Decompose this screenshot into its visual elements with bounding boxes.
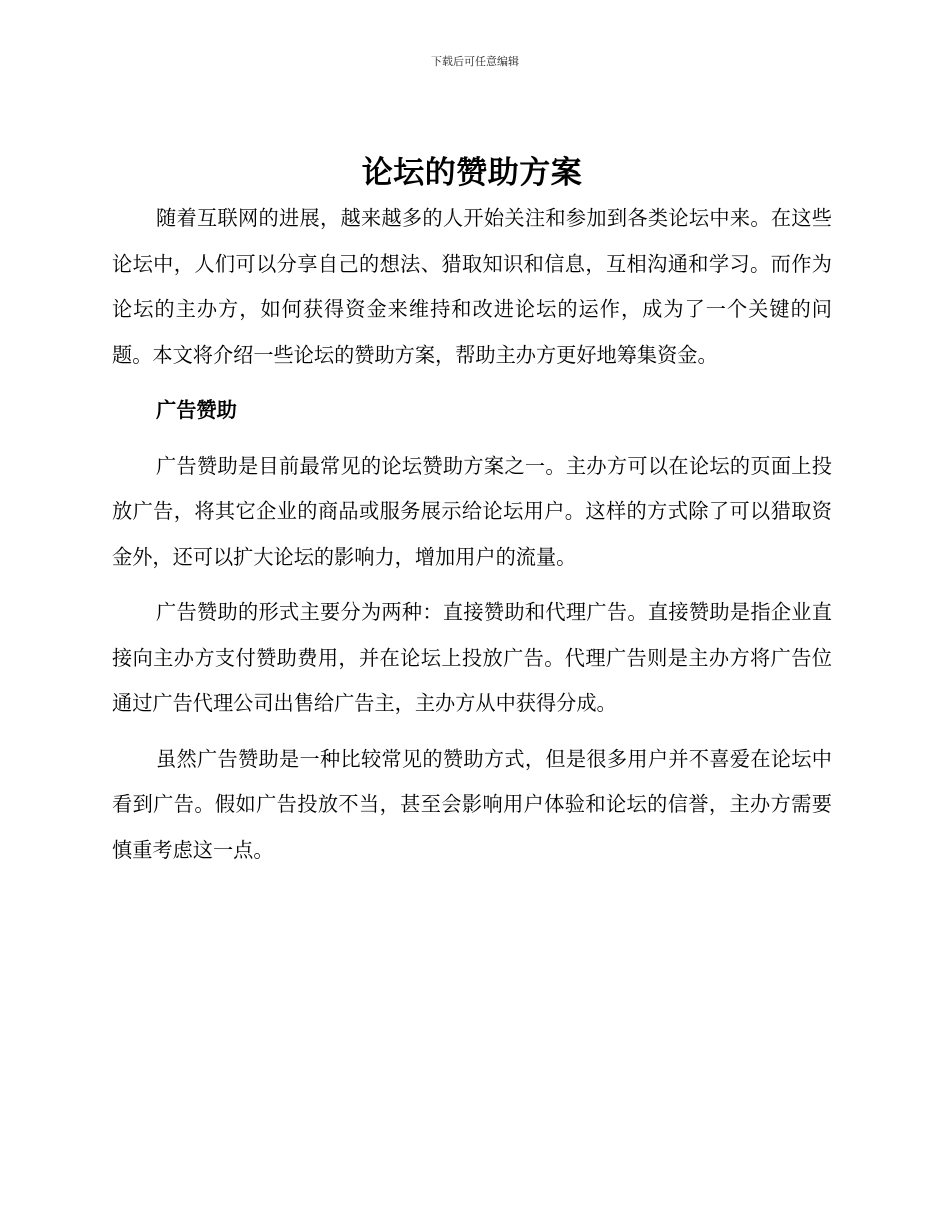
spacer [112, 434, 832, 444]
section-paragraph-3: 虽然广告赞助是一种比较常见的赞助方式，但是很多用户并不喜爱在论坛中看到广告。假如广告投放不当，甚至会影响用户体验和论坛的信誉，主办方需要慎重考虑这一点。 [112, 746, 832, 862]
section-paragraph-2: 广告赞助的形式主要分为两种：直接赞助和代理广告。直接赞助是指企业直接向主办方支付赞助费用，并在论坛上投放广告。代理广告则是主办方将广告位通过广告代理公司出售给广告主，主办方从中获得分成。 [112, 600, 832, 715]
document-body [112, 150, 832, 873]
intro-paragraph: 随着互联网的进展，越来越多的人开始关注和参加到各类论坛中来。在这些论坛中，人们可以分享自己的想法、猎取知识和信息，互相沟通和学习。而作为论坛的主办方，如何获得资金来维持和改进论坛的运作，成为了一个关键的问题。本文将介绍一些论坛的赞助方案，帮助主办方更好地筹集资金。 [112, 206, 832, 367]
spacer [112, 727, 832, 737]
spacer [112, 580, 832, 590]
header-note: 下载后可任意编辑 [431, 55, 519, 68]
section-paragraph-1: 广告赞助是目前最常见的论坛赞助方案之一。主办方可以在论坛的页面上投放广告，将其它企业的商品或服务展示给论坛用户。这样的方式除了可以猎取资金外，还可以扩大论坛的影响力，增加用户的流量。 [112, 453, 832, 569]
section-heading-ad-sponsorship: 广告赞助 [156, 398, 237, 422]
spacer [112, 378, 832, 388]
document-title: 论坛的赞助方案 [361, 155, 583, 191]
